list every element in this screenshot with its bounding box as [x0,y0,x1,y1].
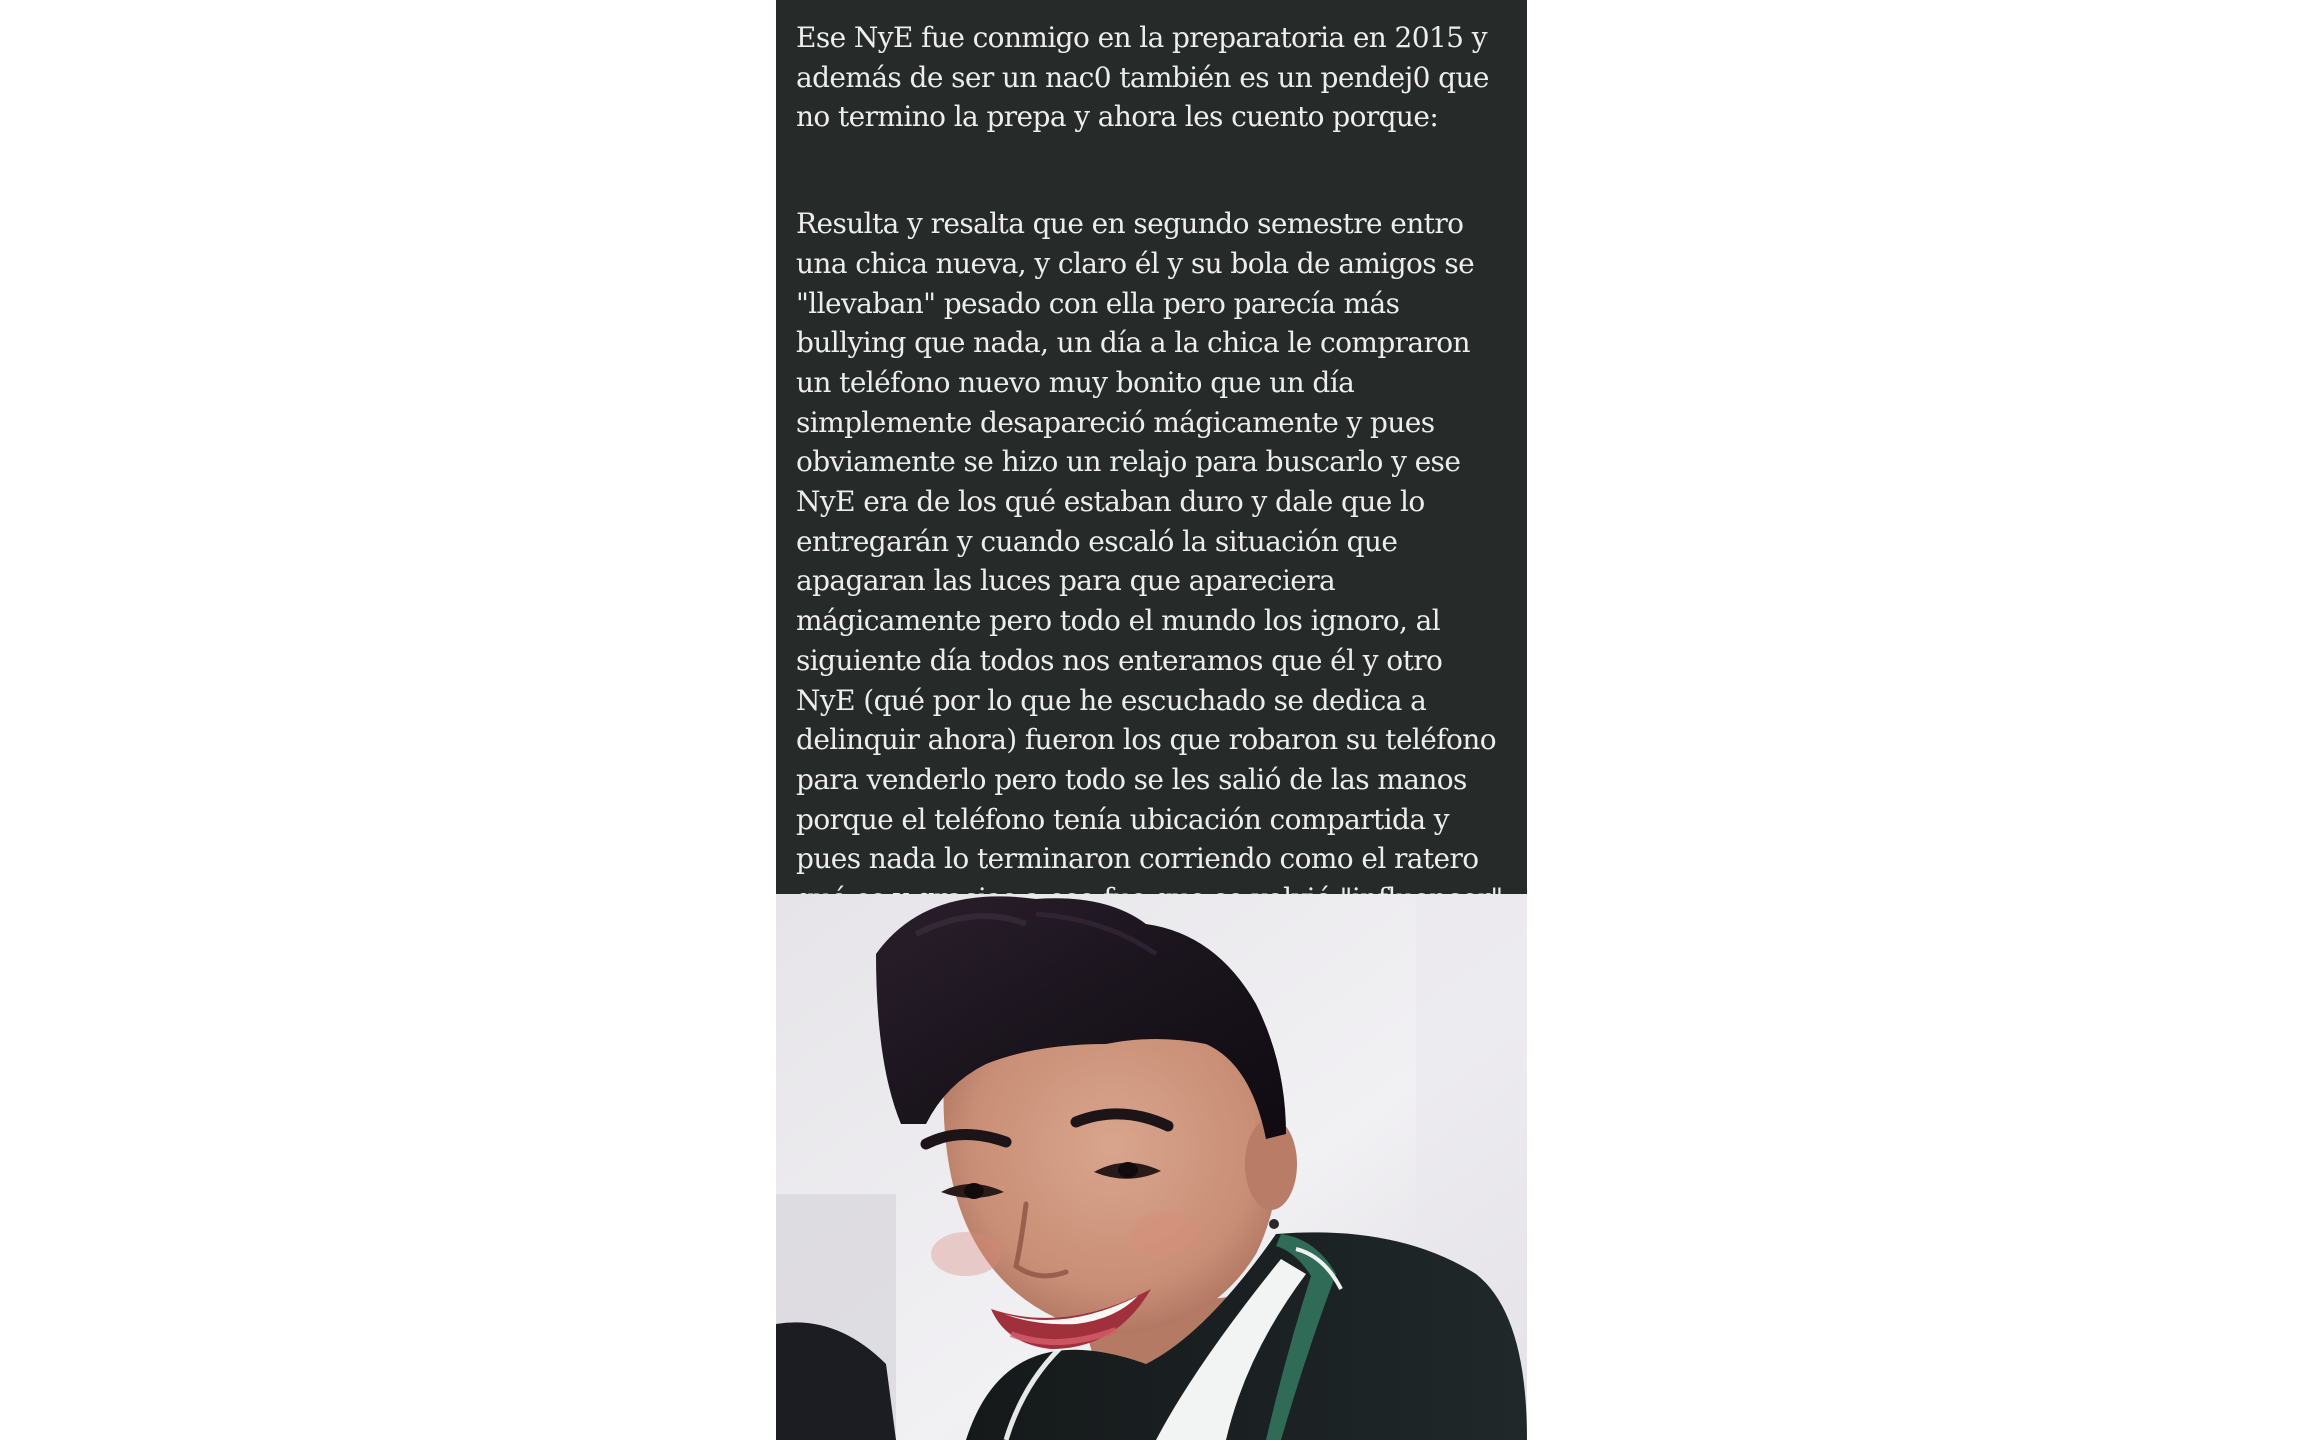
post-image [776,0,1527,1440]
text-panel [776,0,1527,894]
selfie-photo [776,894,1527,1440]
paragraph-intro: Ese NyE fue conmigo en la preparatoria en 2015 y además de ser un nac0 también es un pendej0 que no termino la prepa y ahora les cuento porque: [796,21,1489,134]
paragraph-story: Resulta y resalta que en segundo semestre entro una chica nueva, y claro él y su bola de amigos se "llevaban" pesado con ella pero parecía más bullying que nada, un día a la chica le compraron un teléfono nuevo muy bonito que un día simplemente desapareció mágicamente y pues obviamente se hizo un relajo para buscarlo y ese NyE era de los qué estaban duro y dale que lo entregarán y cuando escaló la situación que apagaran las luces para que apareciera mágicamente pero todo el mundo los ignoro, al siguiente día todos nos enteramos que él y otro NyE (qué por lo que he escuchado se dedica a delinquir ahora) fueron los que robaron su teléfono para venderlo pero todo se les salió de las manos porque el teléfono tenía ubicación compartida y pues nada lo terminaron corriendo como el ratero [796,207,1496,876]
selfie-illustration [776,894,1527,1440]
